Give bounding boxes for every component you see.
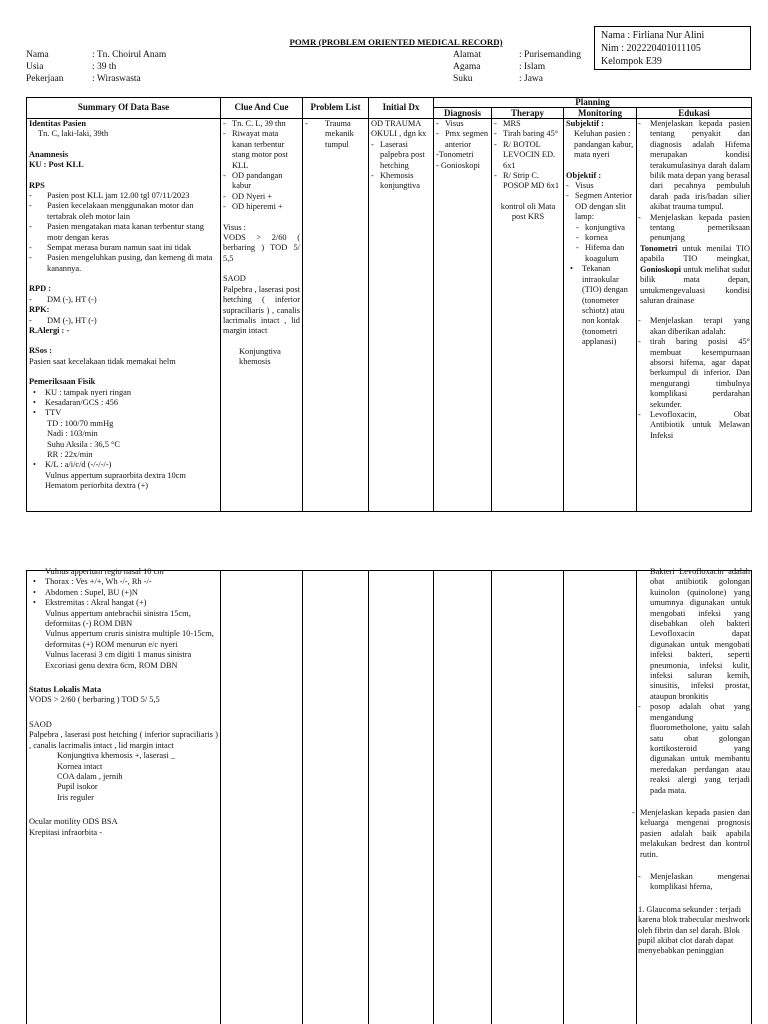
- list-item: - Menjelaskan mengenai komplikasi hfema,: [638, 872, 750, 893]
- summary-line: Vulnus lacerasi 3 cm digiti 1 manus sinistra: [45, 650, 192, 660]
- kl-list: [29, 460, 218, 470]
- identitas-text: Tn. C, laki-laki, 39th: [38, 129, 109, 139]
- ttv-item: Nadi : 103/min: [47, 429, 98, 439]
- status-lokalis-line: VODS > 2/60 ( berbaring ) TOD 5/ 5,5: [29, 695, 160, 705]
- initial-cell: [371, 119, 432, 192]
- gonioskopi-term: Gonioskopi: [640, 264, 681, 274]
- edukasi-text: 1. Glaucoma sekunder : terjadi karena blok trabecular meshwork oleh fibrin dan sel darah. Blok pupil akibat clot darah dapat menyebabkan peninggian: [638, 904, 750, 956]
- header-problem: Problem List: [310, 102, 361, 112]
- patient-row: [453, 61, 581, 73]
- subjektif-title: Subjektif :: [566, 119, 604, 128]
- objektif-sublist: [566, 223, 635, 265]
- tio-list: [566, 264, 635, 347]
- objektif-list: [566, 181, 635, 223]
- edukasi-list-2: [638, 316, 750, 441]
- list-item: - kornea: [576, 233, 635, 243]
- alergi-line: R.Alergi : -: [29, 325, 70, 335]
- list-item: - konjungtiva: [576, 223, 635, 233]
- student-info-box: [594, 26, 751, 70]
- monitoring-cell: [566, 119, 635, 348]
- ku-line: KU : Post KLL: [29, 160, 84, 170]
- list-item: - Khemosis konjungtiva: [371, 171, 432, 192]
- therapy-list: [494, 119, 562, 192]
- ttv-item: Suhu Aksila : 36,5 °C: [47, 439, 120, 449]
- eye-line: Iris reguler: [57, 792, 94, 802]
- summary-line: Excoriasi genu dextra 6cm, ROM DBN: [45, 660, 178, 670]
- tonometri-term: Tonometri: [640, 243, 678, 253]
- patient-label: Suku: [453, 74, 473, 84]
- eye-line: Konjungtiva khemosis +, laserasi _: [57, 751, 176, 761]
- patient-value: : Tn. Choirul Anam: [92, 50, 167, 60]
- rpd-list: [29, 295, 218, 305]
- patient-value: : Jawa: [519, 74, 544, 84]
- list-item: • Tekanan intraokular (TIO) dengan (tonometer schiotz) atau non kontak (tonometri applanasi): [566, 264, 635, 347]
- patient-row: [26, 61, 166, 73]
- patient-row: [453, 49, 581, 61]
- list-item: - Menjelaskan kepada pasien tentang penyakit dan diagnosis adalah Hifema merupakan kondisi terakumulasinya darah dalam bilik mata depan yang berasal dari pecahnya pembuluh darah pada iris/badan silier akibat trauma tumpul.: [638, 119, 750, 213]
- kl-line: Hematom periorbita dextra (+): [45, 481, 149, 491]
- header-monitoring: Monitoring: [578, 108, 622, 118]
- list-item: - posop adalah obat yang mengandung fluorometholone, yaitu salah satu obat golongan kortikosteroid yang digunakan untuk membantu meredakan perdangan atau reaksi alergi yang terjadi pada mata.: [638, 702, 750, 796]
- list-item: - Pasien mengeluhkan pusing, dan kemeng di mata kanannya.: [29, 253, 218, 274]
- list-item: - R/ Strip C. POSOP MD 6x1: [494, 171, 562, 192]
- subjektif-text: Keluhan pasien : pandangan kabur, mata nyeri: [574, 129, 634, 160]
- patient-label: Pekerjaan: [26, 74, 64, 84]
- konjungtiva-line: Konjungtiva khemosis: [239, 346, 281, 367]
- list-item: - Visus: [436, 119, 490, 129]
- pf-title: Pemeriksaan Fisik: [29, 377, 96, 387]
- edukasi-prognosis: [632, 807, 750, 860]
- kl-line: Vulnus appertum supraorbita dextra 10cm: [45, 470, 186, 480]
- diagnosis-item: - Gonioskopi: [436, 160, 480, 170]
- header-clue: Clue And Cue: [234, 102, 289, 112]
- edukasi-list-3: [638, 702, 750, 796]
- diagnosis-cell: [436, 119, 490, 171]
- status-lokalis-title: Status Lokalis Mata: [29, 685, 102, 695]
- edukasi-text: untuk menilai TIO apabila TIO meingkat,: [640, 243, 750, 264]
- list-item: • Abdomen : Supel, BU (+)N: [29, 588, 218, 598]
- header-initial: Initial Dx: [382, 102, 420, 112]
- therapy-kontrol: kontrol oli Mata post KRS: [500, 201, 556, 222]
- ttv-item: RR : 22x/min: [47, 449, 93, 459]
- visus-line: VODS > 2/60 ( berbaring ) TOD 5/ 5,5: [223, 233, 300, 263]
- patient-info-left: [26, 49, 166, 85]
- eye-line: Pupil isokor: [57, 782, 98, 792]
- list-item: - Levofloxacin, Obat Antibiotik untuk Melawan Infeksi: [638, 410, 750, 441]
- summary-line: Vulnus appertum cruris sinistra multiple 10-15cm, deformitas (+) ROM menurun e/c nyeri: [45, 629, 214, 649]
- rsos-title: RSos :: [29, 346, 53, 356]
- list-item: - OD hiperemi +: [223, 202, 300, 212]
- initial-list: [371, 140, 432, 192]
- edukasi-penunjang: [638, 244, 750, 306]
- edukasi-list-4: [638, 872, 750, 893]
- saod-title: SAOD: [223, 274, 246, 284]
- list-item: - Pasien post KLL jam 12.00 tgl 07/11/2023: [29, 191, 218, 201]
- pf-list: [29, 388, 218, 419]
- rps-title: RPS: [29, 180, 45, 190]
- eye-line: COA dalam , jernih: [57, 771, 123, 781]
- list-item: - OD Nyeri +: [223, 192, 300, 202]
- list-item: - Pasien mengatakan mata kanan terbentur stang motr dengan keras: [29, 222, 218, 243]
- list-item: - OD pandangan kabur: [223, 171, 300, 192]
- student-group: Kelompok E39: [601, 56, 662, 67]
- list-item: - Sempat merasa buram namun saat ini tidak: [29, 243, 218, 253]
- problem-list: [305, 119, 366, 150]
- dash-mark: -: [632, 807, 635, 817]
- saod-text-2: Palpebra , laserasi post hetching ( inferior supraciliaris ) , canalis lacrimalis intact , lid margin intact: [29, 730, 218, 750]
- rpk-title: RPK:: [29, 305, 50, 315]
- summary-line: Vulnus appertum antebrachii sinistra 15cm, deformitas (-) ROM DBN: [45, 608, 191, 629]
- edukasi-cell: [638, 119, 750, 510]
- patient-label: Alamat: [453, 50, 481, 60]
- patient-info-right: [453, 49, 581, 85]
- clue-cell: [223, 119, 300, 510]
- rpk-list: [29, 316, 218, 326]
- ttv-item: TD : 100/70 mmHg: [47, 418, 114, 428]
- list-item: - Menjelaskan kepada pasien tentang pemeriksaan penunjang: [638, 213, 750, 244]
- rpd-title: RPD :: [29, 284, 52, 294]
- list-item: • TTV: [29, 408, 218, 418]
- list-item: - Tn. C. L, 39 thn: [223, 119, 300, 129]
- list-item: - Menjelaskan terapi yang akan diberikan adalah:: [638, 316, 750, 337]
- patient-label: Agama: [453, 62, 481, 72]
- list-item: - Hifema dan koagulum: [576, 243, 635, 264]
- list-item: • Ekstremitas : Akral hangat (+): [29, 598, 218, 608]
- list-item: • Thorax : Ves +/+, Wh -/-, Rh -/-: [29, 577, 218, 587]
- patient-value: : Purisemanding: [519, 50, 582, 60]
- diagnosis-list: [436, 119, 490, 150]
- patient-label: Nama: [26, 50, 49, 60]
- diagnosis-item: -Tonometri: [436, 150, 474, 160]
- rps-list: [29, 191, 218, 274]
- list-item: - DM (-), HT (-): [29, 295, 218, 305]
- list-item: - DM (-), HT (-): [29, 316, 218, 326]
- ttv-list: [29, 419, 218, 461]
- header-edukasi: Edukasi: [678, 108, 710, 118]
- list-item: - Riwayat mata kanan terbentur stang motor post KLL: [223, 129, 300, 171]
- objektif-title: Objektif :: [566, 170, 602, 180]
- edukasi-list: [638, 119, 750, 244]
- patient-value: : Wiraswasta: [92, 74, 141, 84]
- list-item: - R/ BOTOL LEVOCIN ED. 6x1: [494, 140, 562, 171]
- therapy-cell: [494, 119, 562, 223]
- saod-title-2: SAOD: [29, 719, 52, 729]
- list-item: • K/L : a/i/c/d (-/-/-/-): [29, 460, 218, 470]
- list-item: • KU : tampak nyeri ringan: [29, 388, 218, 398]
- patient-value: : 39 th: [92, 62, 117, 72]
- edukasi-text: untuk melihat sudut bilik mata depan, untukmengevaluasi kondisi saluran drainase: [640, 264, 750, 305]
- student-nim: Nim : 202220401011105: [601, 43, 701, 54]
- list-item: - tirah baring posisi 45° membuat kesempurnaan absorsi hifema, agar dapat berkumpul di inferior. Dan mengurangi timbulnya komplikasi perdarahan sekunder.: [638, 337, 750, 410]
- list-item: - Segmen Anterior OD dengan slit lamp:: [566, 191, 635, 222]
- list-item: - MRS: [494, 119, 562, 129]
- list-item: - Tirah baring 45°: [494, 129, 562, 139]
- patient-label: Usia: [26, 62, 44, 72]
- summary-cell: [29, 119, 218, 510]
- krepitasi-line: Krepitasi infraorbita -: [29, 827, 103, 837]
- header-diagnosis: Diagnosis: [443, 108, 481, 118]
- eye-line: Kornea intact: [57, 761, 103, 771]
- patient-value: : Islam: [519, 62, 546, 72]
- anamnesis-title: Anamnesis: [29, 149, 69, 159]
- edukasi-text: Bakteri Levofloxacin adalah obat antibiotik golongan kuinolon (quinolone) yang umumnya digunakan untuk mengobati infeksi yang disebabkan oleh bakteri Levofloxacin dapat digunakan untuk mengobati infeksi bakteri, seperti pneumonia, infeksi kulit, infeksi saluran kemih, sinusitis, infeksi prostat, ataupun bronkitis: [650, 567, 750, 701]
- initial-line: OD TRAUMA OKULI , dgn kx: [371, 119, 427, 139]
- pf-list-2: [29, 577, 218, 608]
- list-item: • Kesadaran/GCS : 456: [29, 398, 218, 408]
- page-title: POMR (PROBLEM ORIENTED MEDICAL RECORD): [289, 37, 503, 47]
- edukasi-cell-2: [632, 567, 750, 1024]
- rsos-text: Pasien saat kecelakaan tidak memakai helm: [29, 356, 176, 366]
- list-item: - Pasien kecelakaan menggunakan motor dan tertabrak oleh motor lain: [29, 201, 218, 222]
- list-item: - Pmx segmen anterior: [436, 129, 490, 150]
- ocular-motility: Ocular motility ODS BSA: [29, 817, 118, 827]
- patient-row: [26, 49, 166, 61]
- student-name: Nama : Firliana Nur Alini: [601, 30, 705, 41]
- problem-cell: [305, 119, 366, 150]
- identitas-title: Identitas Pasien: [29, 119, 87, 128]
- header-summary: Summary Of Data Base: [77, 102, 170, 112]
- header-therapy: Therapy: [510, 108, 544, 118]
- saod-text: Palpebra , laserasi post hetching ( inferior supraciliaris ) , canalis lacrimalis intact , lid margin intact: [223, 284, 300, 336]
- header-planning: Planning: [575, 97, 610, 107]
- patient-row: [453, 73, 581, 85]
- clue-list: [223, 119, 300, 213]
- summary-cell-2: [29, 567, 218, 1024]
- patient-row: [26, 73, 166, 85]
- edukasi-text: Menjelaskan kepada pasien dan keluarga mengenai prognosis pasien adalah baik apabila melakukan bedrest dan kontrol rutin.: [640, 807, 750, 859]
- list-item: - Trauma mekanik tumpul: [305, 119, 366, 150]
- list-item: - Laserasi palpebra post hetching: [371, 140, 432, 171]
- summary-line: Vulnus appertum regio nasal 10 cm: [45, 567, 164, 576]
- list-item: - Visus: [566, 181, 635, 191]
- visus-title: Visus :: [223, 222, 246, 232]
